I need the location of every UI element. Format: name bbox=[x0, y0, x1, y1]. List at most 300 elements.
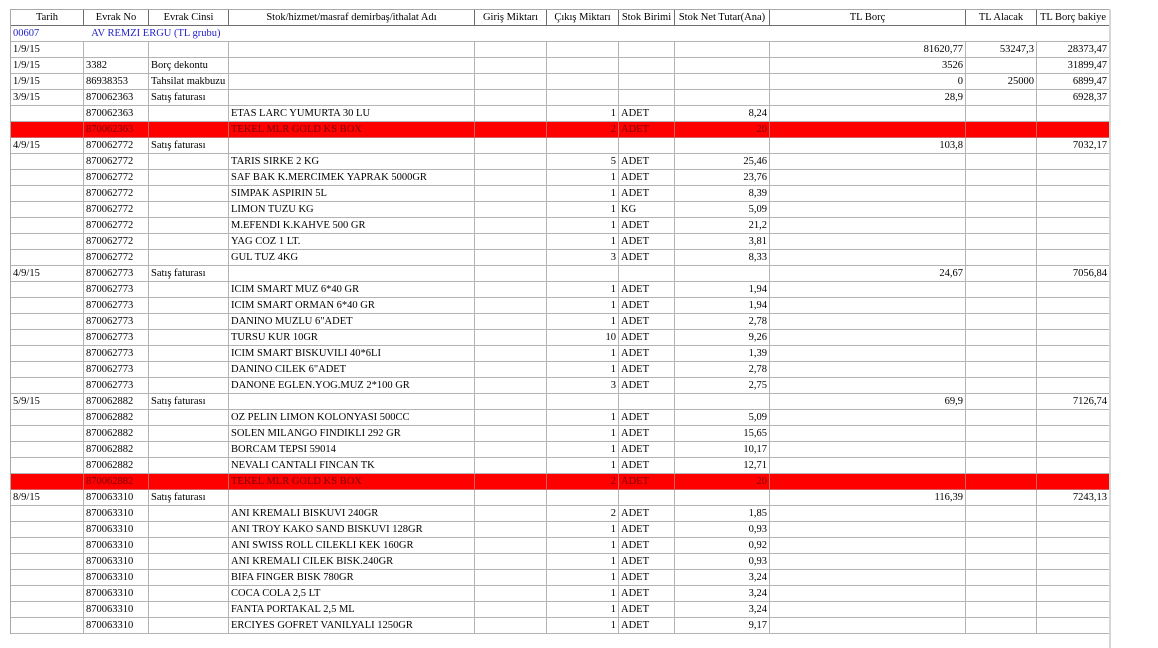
cell-tl-alacak[interactable] bbox=[966, 330, 1037, 346]
cell-giris-miktari[interactable] bbox=[475, 570, 547, 586]
cell-cikis-miktari[interactable]: 1 bbox=[547, 218, 619, 234]
table-row[interactable] bbox=[11, 554, 1109, 570]
cell-stok-birimi[interactable] bbox=[619, 42, 675, 58]
cell-tarih[interactable]: 1/9/15 bbox=[11, 42, 84, 58]
cell-tarih[interactable] bbox=[11, 282, 84, 298]
cell-tl-borc-bakiye[interactable] bbox=[1037, 362, 1109, 378]
cell-stok-net-tutar[interactable] bbox=[675, 138, 770, 154]
cell-tl-alacak[interactable] bbox=[966, 346, 1037, 362]
table-row[interactable] bbox=[11, 522, 1109, 538]
table-row[interactable] bbox=[11, 122, 1109, 138]
cell-evrak-no[interactable]: 870062773 bbox=[84, 362, 149, 378]
cell-evrak-cinsi[interactable] bbox=[149, 602, 229, 618]
cell-tarih[interactable] bbox=[11, 618, 84, 634]
cell-tl-alacak[interactable] bbox=[966, 202, 1037, 218]
cell-tl-alacak[interactable]: 25000 bbox=[966, 74, 1037, 90]
cell-tarih[interactable] bbox=[11, 442, 84, 458]
cell-tl-alacak[interactable] bbox=[966, 586, 1037, 602]
cell-stok-adi[interactable] bbox=[229, 42, 475, 58]
cell-evrak-cinsi[interactable] bbox=[149, 618, 229, 634]
table-row[interactable] bbox=[11, 266, 1109, 282]
cell-tl-borc[interactable] bbox=[770, 570, 966, 586]
cell-stok-birimi[interactable] bbox=[619, 90, 675, 106]
cell-giris-miktari[interactable] bbox=[475, 266, 547, 282]
cell-giris-miktari[interactable] bbox=[475, 138, 547, 154]
cell-tl-borc[interactable] bbox=[770, 378, 966, 394]
cell-evrak-no[interactable]: 870062772 bbox=[84, 218, 149, 234]
table-row[interactable] bbox=[11, 170, 1109, 186]
cell-evrak-no[interactable]: 870063310 bbox=[84, 570, 149, 586]
cell-giris-miktari[interactable] bbox=[475, 170, 547, 186]
cell-tl-borc-bakiye[interactable] bbox=[1037, 106, 1109, 122]
cell-stok-adi[interactable] bbox=[229, 138, 475, 154]
cell-stok-birimi[interactable] bbox=[619, 266, 675, 282]
cell-giris-miktari[interactable] bbox=[475, 586, 547, 602]
cell-giris-miktari[interactable] bbox=[475, 362, 547, 378]
cell-stok-birimi[interactable]: ADET bbox=[619, 186, 675, 202]
cell-tarih[interactable] bbox=[11, 170, 84, 186]
cell-tarih[interactable] bbox=[11, 314, 84, 330]
cell-giris-miktari[interactable] bbox=[475, 74, 547, 90]
cell-giris-miktari[interactable] bbox=[475, 58, 547, 74]
table-row[interactable] bbox=[11, 138, 1109, 154]
cell-cikis-miktari[interactable]: 1 bbox=[547, 314, 619, 330]
cell-evrak-cinsi[interactable] bbox=[149, 522, 229, 538]
cell-tl-alacak[interactable] bbox=[966, 314, 1037, 330]
column-header-evrak-no[interactable]: Evrak No bbox=[84, 10, 149, 26]
cell-evrak-no[interactable]: 870062773 bbox=[84, 298, 149, 314]
cell-stok-birimi[interactable]: ADET bbox=[619, 298, 675, 314]
cell-stok-net-tutar[interactable]: 1,39 bbox=[675, 346, 770, 362]
cell-tl-borc-bakiye[interactable] bbox=[1037, 554, 1109, 570]
cell-stok-birimi[interactable]: ADET bbox=[619, 522, 675, 538]
table-row[interactable] bbox=[11, 442, 1109, 458]
cell-evrak-cinsi[interactable] bbox=[149, 250, 229, 266]
cell-giris-miktari[interactable] bbox=[475, 618, 547, 634]
cell-tl-alacak[interactable] bbox=[966, 378, 1037, 394]
table-row[interactable] bbox=[11, 234, 1109, 250]
cell-tarih[interactable]: 1/9/15 bbox=[11, 58, 84, 74]
cell-giris-miktari[interactable] bbox=[475, 250, 547, 266]
cell-evrak-cinsi[interactable] bbox=[149, 154, 229, 170]
cell-evrak-no[interactable]: 870063310 bbox=[84, 522, 149, 538]
cell-stok-net-tutar[interactable]: 2,78 bbox=[675, 314, 770, 330]
table-row[interactable] bbox=[11, 58, 1109, 74]
cell-tarih[interactable] bbox=[11, 250, 84, 266]
cell-stok-adi[interactable]: M.EFENDI K.KAHVE 500 GR bbox=[229, 218, 475, 234]
cell-tarih[interactable] bbox=[11, 218, 84, 234]
cell-tarih[interactable] bbox=[11, 186, 84, 202]
cell-stok-adi[interactable]: OZ PELIN LIMON KOLONYASI 500CC bbox=[229, 410, 475, 426]
cell-stok-net-tutar[interactable]: 2,75 bbox=[675, 378, 770, 394]
cell-stok-net-tutar[interactable]: 5,09 bbox=[675, 410, 770, 426]
cell-tl-borc[interactable]: 24,67 bbox=[770, 266, 966, 282]
cell-giris-miktari[interactable] bbox=[475, 346, 547, 362]
table-row[interactable] bbox=[11, 410, 1109, 426]
cell-evrak-cinsi[interactable] bbox=[149, 346, 229, 362]
cell-tl-borc-bakiye[interactable] bbox=[1037, 314, 1109, 330]
cell-evrak-no[interactable]: 870062773 bbox=[84, 378, 149, 394]
cell-cikis-miktari[interactable]: 1 bbox=[547, 570, 619, 586]
cell-tl-borc[interactable] bbox=[770, 410, 966, 426]
cell-stok-adi[interactable]: NEVALI CANTALI FINCAN TK bbox=[229, 458, 475, 474]
cell-tl-alacak[interactable] bbox=[966, 154, 1037, 170]
cell-tl-borc[interactable]: 116,39 bbox=[770, 490, 966, 506]
cell-stok-birimi[interactable]: ADET bbox=[619, 106, 675, 122]
cell-stok-net-tutar[interactable]: 3,24 bbox=[675, 602, 770, 618]
cell-evrak-no[interactable]: 870062772 bbox=[84, 202, 149, 218]
cell-tl-borc[interactable] bbox=[770, 250, 966, 266]
cell-tl-alacak[interactable] bbox=[966, 442, 1037, 458]
table-row[interactable] bbox=[11, 426, 1109, 442]
cell-evrak-cinsi[interactable] bbox=[149, 330, 229, 346]
cell-tl-borc-bakiye[interactable] bbox=[1037, 474, 1109, 490]
cell-tarih[interactable]: 4/9/15 bbox=[11, 138, 84, 154]
cell-cikis-miktari[interactable]: 1 bbox=[547, 170, 619, 186]
cell-tarih[interactable] bbox=[11, 458, 84, 474]
cell-stok-net-tutar[interactable]: 9,17 bbox=[675, 618, 770, 634]
cell-evrak-no[interactable]: 870062772 bbox=[84, 250, 149, 266]
cell-stok-adi[interactable] bbox=[229, 74, 475, 90]
cell-tl-borc-bakiye[interactable] bbox=[1037, 298, 1109, 314]
table-row[interactable] bbox=[11, 490, 1109, 506]
column-header-giris-miktari[interactable]: Giriş Miktarı bbox=[475, 10, 547, 26]
cell-tl-borc-bakiye[interactable]: 6928,37 bbox=[1037, 90, 1109, 106]
cell-stok-birimi[interactable]: ADET bbox=[619, 362, 675, 378]
cell-giris-miktari[interactable] bbox=[475, 602, 547, 618]
cell-evrak-cinsi[interactable] bbox=[149, 570, 229, 586]
cell-tl-borc-bakiye[interactable]: 7032,17 bbox=[1037, 138, 1109, 154]
cell-stok-adi[interactable] bbox=[229, 90, 475, 106]
table-row[interactable] bbox=[11, 394, 1109, 410]
table-row[interactable] bbox=[11, 314, 1109, 330]
cell-tl-borc-bakiye[interactable] bbox=[1037, 442, 1109, 458]
cell-tl-borc[interactable] bbox=[770, 186, 966, 202]
cell-tarih[interactable] bbox=[11, 426, 84, 442]
cell-tl-alacak[interactable] bbox=[966, 298, 1037, 314]
cell-tl-borc[interactable]: 3526 bbox=[770, 58, 966, 74]
cell-tl-borc[interactable] bbox=[770, 538, 966, 554]
cell-tl-borc[interactable] bbox=[770, 426, 966, 442]
cell-tl-borc-bakiye[interactable]: 7126,74 bbox=[1037, 394, 1109, 410]
cell-tl-borc-bakiye[interactable] bbox=[1037, 506, 1109, 522]
cell-stok-birimi[interactable]: ADET bbox=[619, 250, 675, 266]
cell-tl-alacak[interactable] bbox=[966, 90, 1037, 106]
column-header-stok-net-tutar[interactable]: Stok Net Tutar(Ana) bbox=[675, 10, 770, 26]
cell-evrak-no[interactable]: 870063310 bbox=[84, 602, 149, 618]
cell-evrak-cinsi[interactable]: Tahsilat makbuzu bbox=[149, 74, 229, 90]
cell-cikis-miktari[interactable]: 1 bbox=[547, 458, 619, 474]
cell-evrak-no[interactable]: 870063310 bbox=[84, 506, 149, 522]
cell-tl-alacak[interactable] bbox=[966, 394, 1037, 410]
cell-stok-adi[interactable]: ANI KREMALI BISKUVI 240GR bbox=[229, 506, 475, 522]
cell-stok-adi[interactable] bbox=[229, 490, 475, 506]
cell-cikis-miktari[interactable] bbox=[547, 90, 619, 106]
cell-cikis-miktari[interactable] bbox=[547, 490, 619, 506]
vertical-scrollbar-edge[interactable] bbox=[1109, 9, 1111, 648]
cell-evrak-cinsi[interactable] bbox=[149, 122, 229, 138]
cell-tarih[interactable] bbox=[11, 602, 84, 618]
cell-tl-alacak[interactable] bbox=[966, 106, 1037, 122]
cell-stok-adi[interactable]: DANINO CILEK 6"ADET bbox=[229, 362, 475, 378]
cell-stok-birimi[interactable]: ADET bbox=[619, 330, 675, 346]
cell-stok-birimi[interactable]: ADET bbox=[619, 538, 675, 554]
cell-tl-alacak[interactable] bbox=[966, 570, 1037, 586]
column-header-tl-borc[interactable]: TL Borç bbox=[770, 10, 966, 26]
cell-evrak-no[interactable]: 870062363 bbox=[84, 106, 149, 122]
cell-stok-birimi[interactable]: ADET bbox=[619, 170, 675, 186]
cell-tarih[interactable] bbox=[11, 586, 84, 602]
cell-evrak-cinsi[interactable] bbox=[149, 218, 229, 234]
cell-tarih[interactable] bbox=[11, 298, 84, 314]
cell-stok-birimi[interactable]: ADET bbox=[619, 506, 675, 522]
cell-tl-borc-bakiye[interactable] bbox=[1037, 522, 1109, 538]
cell-stok-net-tutar[interactable] bbox=[675, 490, 770, 506]
cell-tl-alacak[interactable] bbox=[966, 138, 1037, 154]
cell-tl-borc[interactable]: 69,9 bbox=[770, 394, 966, 410]
cell-tl-borc[interactable] bbox=[770, 618, 966, 634]
cell-evrak-cinsi[interactable]: Satış faturası bbox=[149, 138, 229, 154]
cell-evrak-cinsi[interactable]: Satış faturası bbox=[149, 266, 229, 282]
cell-tarih[interactable] bbox=[11, 122, 84, 138]
cell-evrak-no[interactable]: 870062882 bbox=[84, 458, 149, 474]
cell-tarih[interactable] bbox=[11, 538, 84, 554]
cell-stok-birimi[interactable] bbox=[619, 490, 675, 506]
cell-evrak-cinsi[interactable] bbox=[149, 442, 229, 458]
cell-evrak-cinsi[interactable] bbox=[149, 410, 229, 426]
cell-stok-net-tutar[interactable]: 0,93 bbox=[675, 554, 770, 570]
cell-stok-adi[interactable]: GUL TUZ 4KG bbox=[229, 250, 475, 266]
cell-stok-adi[interactable] bbox=[229, 394, 475, 410]
cell-stok-birimi[interactable]: ADET bbox=[619, 618, 675, 634]
cell-giris-miktari[interactable] bbox=[475, 474, 547, 490]
cell-tarih[interactable]: 1/9/15 bbox=[11, 74, 84, 90]
cell-stok-adi[interactable]: SAF BAK K.MERCIMEK YAPRAK 5000GR bbox=[229, 170, 475, 186]
cell-tarih[interactable] bbox=[11, 346, 84, 362]
cell-tarih[interactable] bbox=[11, 378, 84, 394]
cell-tl-borc[interactable] bbox=[770, 298, 966, 314]
cell-stok-net-tutar[interactable]: 2,78 bbox=[675, 362, 770, 378]
cell-evrak-no[interactable]: 870063310 bbox=[84, 586, 149, 602]
cell-tl-borc-bakiye[interactable] bbox=[1037, 122, 1109, 138]
cell-cikis-miktari[interactable] bbox=[547, 394, 619, 410]
cell-tl-alacak[interactable] bbox=[966, 122, 1037, 138]
cell-stok-net-tutar[interactable]: 3,24 bbox=[675, 586, 770, 602]
cell-evrak-cinsi[interactable]: Satış faturası bbox=[149, 90, 229, 106]
cell-evrak-cinsi[interactable]: Borç dekontu bbox=[149, 58, 229, 74]
cell-stok-adi[interactable]: ANI TROY KAKO SAND BISKUVI 128GR bbox=[229, 522, 475, 538]
cell-evrak-no[interactable]: 86938353 bbox=[84, 74, 149, 90]
cell-tl-alacak[interactable] bbox=[966, 266, 1037, 282]
cell-stok-adi[interactable] bbox=[229, 266, 475, 282]
table-row[interactable] bbox=[11, 538, 1109, 554]
cell-evrak-cinsi[interactable] bbox=[149, 106, 229, 122]
cell-stok-net-tutar[interactable]: 1,94 bbox=[675, 298, 770, 314]
cell-tl-borc-bakiye[interactable]: 7243,13 bbox=[1037, 490, 1109, 506]
cell-cikis-miktari[interactable]: 3 bbox=[547, 250, 619, 266]
cell-stok-adi[interactable]: TEKEL MLR GOLD KS BOX bbox=[229, 122, 475, 138]
table-row[interactable] bbox=[11, 186, 1109, 202]
cell-tl-borc-bakiye[interactable] bbox=[1037, 346, 1109, 362]
table-row[interactable] bbox=[11, 458, 1109, 474]
cell-stok-birimi[interactable]: ADET bbox=[619, 458, 675, 474]
cell-tl-borc-bakiye[interactable]: 6899,47 bbox=[1037, 74, 1109, 90]
cell-cikis-miktari[interactable] bbox=[547, 58, 619, 74]
cell-evrak-cinsi[interactable] bbox=[149, 186, 229, 202]
cell-tl-borc[interactable] bbox=[770, 282, 966, 298]
cell-evrak-cinsi[interactable] bbox=[149, 474, 229, 490]
cell-evrak-no[interactable]: 870062772 bbox=[84, 234, 149, 250]
column-header-stok-birimi[interactable]: Stok Birimi bbox=[619, 10, 675, 26]
cell-giris-miktari[interactable] bbox=[475, 506, 547, 522]
cell-cikis-miktari[interactable]: 1 bbox=[547, 346, 619, 362]
cell-cikis-miktari[interactable]: 1 bbox=[547, 298, 619, 314]
cell-tl-alacak[interactable] bbox=[966, 58, 1037, 74]
cell-tl-borc[interactable] bbox=[770, 458, 966, 474]
cell-cikis-miktari[interactable] bbox=[547, 42, 619, 58]
cell-stok-adi[interactable]: BORCAM TEPSI 59014 bbox=[229, 442, 475, 458]
cell-stok-adi[interactable]: ICIM SMART ORMAN 6*40 GR bbox=[229, 298, 475, 314]
cell-tarih[interactable] bbox=[11, 410, 84, 426]
table-row[interactable] bbox=[11, 218, 1109, 234]
cell-cikis-miktari[interactable] bbox=[547, 138, 619, 154]
cell-evrak-no[interactable]: 870062773 bbox=[84, 282, 149, 298]
cell-tl-borc[interactable]: 0 bbox=[770, 74, 966, 90]
cell-stok-birimi[interactable]: ADET bbox=[619, 426, 675, 442]
cell-stok-birimi[interactable]: ADET bbox=[619, 218, 675, 234]
cell-evrak-no[interactable]: 870062882 bbox=[84, 394, 149, 410]
cell-tl-alacak[interactable] bbox=[966, 218, 1037, 234]
cell-tarih[interactable] bbox=[11, 234, 84, 250]
cell-tl-borc-bakiye[interactable] bbox=[1037, 410, 1109, 426]
cell-tl-borc[interactable] bbox=[770, 106, 966, 122]
cell-tl-borc[interactable]: 28,9 bbox=[770, 90, 966, 106]
cell-stok-net-tutar[interactable]: 21,2 bbox=[675, 218, 770, 234]
cell-cikis-miktari[interactable]: 10 bbox=[547, 330, 619, 346]
cell-evrak-no[interactable]: 870063310 bbox=[84, 538, 149, 554]
cell-stok-adi[interactable] bbox=[229, 58, 475, 74]
cell-tl-borc[interactable] bbox=[770, 522, 966, 538]
cell-stok-birimi[interactable]: ADET bbox=[619, 234, 675, 250]
cell-tarih[interactable] bbox=[11, 362, 84, 378]
cell-giris-miktari[interactable] bbox=[475, 538, 547, 554]
cell-tl-borc[interactable] bbox=[770, 346, 966, 362]
cell-stok-adi[interactable]: YAG COZ 1 LT. bbox=[229, 234, 475, 250]
cell-giris-miktari[interactable] bbox=[475, 218, 547, 234]
cell-evrak-cinsi[interactable] bbox=[149, 506, 229, 522]
cell-evrak-cinsi[interactable]: Satış faturası bbox=[149, 394, 229, 410]
table-row[interactable] bbox=[11, 250, 1109, 266]
cell-stok-net-tutar[interactable]: 8,39 bbox=[675, 186, 770, 202]
cell-tarih[interactable] bbox=[11, 330, 84, 346]
cell-giris-miktari[interactable] bbox=[475, 490, 547, 506]
cell-evrak-no[interactable]: 870063310 bbox=[84, 490, 149, 506]
cell-tl-borc-bakiye[interactable] bbox=[1037, 170, 1109, 186]
cell-giris-miktari[interactable] bbox=[475, 154, 547, 170]
cell-cikis-miktari[interactable]: 1 bbox=[547, 522, 619, 538]
cell-tl-borc-bakiye[interactable] bbox=[1037, 154, 1109, 170]
cell-stok-net-tutar[interactable]: 23,76 bbox=[675, 170, 770, 186]
cell-tl-borc[interactable] bbox=[770, 122, 966, 138]
cell-cikis-miktari[interactable]: 1 bbox=[547, 106, 619, 122]
cell-stok-adi[interactable]: TEKEL MLR GOLD KS BOX bbox=[229, 474, 475, 490]
cell-cikis-miktari[interactable]: 1 bbox=[547, 538, 619, 554]
cell-stok-birimi[interactable] bbox=[619, 394, 675, 410]
cell-tl-alacak[interactable] bbox=[966, 474, 1037, 490]
cell-giris-miktari[interactable] bbox=[475, 122, 547, 138]
cell-tl-borc-bakiye[interactable] bbox=[1037, 586, 1109, 602]
cell-evrak-no[interactable]: 3382 bbox=[84, 58, 149, 74]
cell-cikis-miktari[interactable]: 3 bbox=[547, 378, 619, 394]
table-row[interactable] bbox=[11, 362, 1109, 378]
customer-group-cell[interactable] bbox=[11, 26, 1109, 42]
cell-stok-net-tutar[interactable]: 3,81 bbox=[675, 234, 770, 250]
cell-evrak-cinsi[interactable] bbox=[149, 282, 229, 298]
cell-giris-miktari[interactable] bbox=[475, 42, 547, 58]
cell-tarih[interactable] bbox=[11, 570, 84, 586]
cell-tl-borc-bakiye[interactable] bbox=[1037, 186, 1109, 202]
cell-cikis-miktari[interactable]: 1 bbox=[547, 410, 619, 426]
cell-stok-adi[interactable]: ANI SWISS ROLL CILEKLI KEK 160GR bbox=[229, 538, 475, 554]
table-row[interactable] bbox=[11, 330, 1109, 346]
cell-stok-birimi[interactable]: ADET bbox=[619, 554, 675, 570]
cell-stok-birimi[interactable] bbox=[619, 138, 675, 154]
cell-stok-adi[interactable]: ERCIYES GOFRET VANILYALI 1250GR bbox=[229, 618, 475, 634]
column-header-evrak-cinsi[interactable]: Evrak Cinsi bbox=[149, 10, 229, 26]
cell-stok-net-tutar[interactable] bbox=[675, 42, 770, 58]
cell-giris-miktari[interactable] bbox=[475, 410, 547, 426]
cell-tl-alacak[interactable]: 53247,3 bbox=[966, 42, 1037, 58]
cell-tl-alacak[interactable] bbox=[966, 602, 1037, 618]
cell-evrak-cinsi[interactable] bbox=[149, 538, 229, 554]
cell-evrak-no[interactable]: 870062882 bbox=[84, 426, 149, 442]
cell-stok-adi[interactable]: ETAS LARC YUMURTA 30 LU bbox=[229, 106, 475, 122]
cell-stok-birimi[interactable]: ADET bbox=[619, 378, 675, 394]
cell-stok-net-tutar[interactable]: 9,26 bbox=[675, 330, 770, 346]
cell-evrak-no[interactable]: 870062882 bbox=[84, 442, 149, 458]
cell-tl-borc-bakiye[interactable] bbox=[1037, 618, 1109, 634]
cell-evrak-no[interactable]: 870062773 bbox=[84, 330, 149, 346]
cell-tl-alacak[interactable] bbox=[966, 234, 1037, 250]
column-header-cikis-miktari[interactable]: Çıkış Miktarı bbox=[547, 10, 619, 26]
cell-tarih[interactable] bbox=[11, 106, 84, 122]
cell-stok-adi[interactable]: FANTA PORTAKAL 2,5 ML bbox=[229, 602, 475, 618]
cell-cikis-miktari[interactable]: 1 bbox=[547, 426, 619, 442]
cell-cikis-miktari[interactable]: 1 bbox=[547, 186, 619, 202]
cell-giris-miktari[interactable] bbox=[475, 378, 547, 394]
table-row[interactable] bbox=[11, 42, 1109, 58]
cell-stok-birimi[interactable]: ADET bbox=[619, 122, 675, 138]
cell-cikis-miktari[interactable]: 1 bbox=[547, 618, 619, 634]
table-row[interactable] bbox=[11, 506, 1109, 522]
cell-stok-adi[interactable]: TARIS SIRKE 2 KG bbox=[229, 154, 475, 170]
table-row[interactable] bbox=[11, 74, 1109, 90]
cell-tl-alacak[interactable] bbox=[966, 490, 1037, 506]
cell-evrak-no[interactable]: 870062772 bbox=[84, 170, 149, 186]
cell-tl-borc[interactable] bbox=[770, 218, 966, 234]
cell-giris-miktari[interactable] bbox=[475, 458, 547, 474]
cell-giris-miktari[interactable] bbox=[475, 202, 547, 218]
cell-evrak-cinsi[interactable] bbox=[149, 586, 229, 602]
cell-evrak-no[interactable]: 870063310 bbox=[84, 618, 149, 634]
cell-stok-birimi[interactable] bbox=[619, 58, 675, 74]
cell-stok-net-tutar[interactable]: 20 bbox=[675, 122, 770, 138]
cell-tl-alacak[interactable] bbox=[966, 426, 1037, 442]
cell-tl-borc-bakiye[interactable] bbox=[1037, 202, 1109, 218]
table-row[interactable] bbox=[11, 570, 1109, 586]
table-row[interactable] bbox=[11, 282, 1109, 298]
cell-stok-adi[interactable]: ICIM SMART MUZ 6*40 GR bbox=[229, 282, 475, 298]
